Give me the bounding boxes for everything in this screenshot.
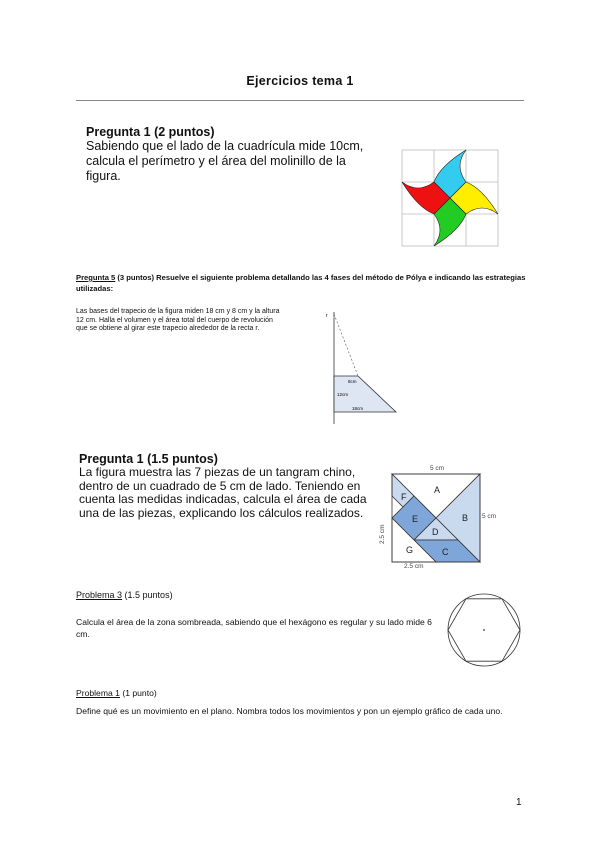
q1-heading: Pregunta 1 (2 puntos) bbox=[86, 125, 215, 139]
label-18cm: 18cm bbox=[352, 406, 364, 411]
q5-body: Las bases del trapecio de la figura miden 18 cm y 8 cm y la altura 12 cm. Halla el volumen y el área total del cuerpo de revolución que se obtiene al girar este trapecio alrededor de la recta r. bbox=[76, 308, 280, 333]
tangram-label-top: 5 cm bbox=[430, 465, 445, 472]
tangram-letter-D: D bbox=[432, 527, 439, 537]
tangram-letter-E: E bbox=[412, 514, 419, 524]
q1-body: Sabiendo que el lado de la cuadrícula mide 10cm, calcula el perímetro y el área del molinillo de la figura. bbox=[86, 139, 364, 183]
dashed-extension bbox=[334, 314, 358, 376]
tangram-figure bbox=[368, 460, 508, 574]
label-8cm: 8cm bbox=[348, 379, 357, 384]
p3-label: Problema 3 bbox=[76, 590, 123, 600]
trapezoid-figure bbox=[318, 306, 408, 426]
p3-body: Calcula el área de la zona sombreada, sabiendo que el hexágono es regular y su lado mide 6 cm. bbox=[76, 617, 432, 639]
q5-label: Pregunta 5 bbox=[76, 273, 116, 282]
tangram-label-left: 2.5 cm bbox=[379, 524, 386, 544]
p1-label: Problema 1 bbox=[76, 688, 120, 698]
page-number: 1 bbox=[516, 797, 522, 808]
p1-heading bbox=[76, 688, 157, 698]
tangram-letter-G: G bbox=[406, 545, 414, 555]
windmill-figure bbox=[400, 148, 500, 250]
tangram-letter-B: B bbox=[462, 513, 469, 523]
label-r: r bbox=[326, 313, 328, 319]
label-12cm: 12cm bbox=[337, 392, 349, 397]
hexagon-figure bbox=[444, 590, 524, 670]
p1-points: (1 punto) bbox=[119, 688, 157, 698]
tangram-body: La figura muestra las 7 piezas de un tangram chino, dentro de un cuadrado de 5 cm de lado. Teniendo en cuenta las medidas indicadas, calcula el área de cada una de las piezas, explicando los cálculos realizados. bbox=[79, 465, 367, 520]
hexagon-center bbox=[483, 629, 485, 631]
tangram-letter-F: F bbox=[401, 492, 407, 502]
p1-body: Define qué es un movimiento en el plano. Nombra todos los movimientos y pon un ejemplo gráfico de cada uno. bbox=[76, 706, 503, 716]
title-divider bbox=[76, 100, 524, 101]
tangram-letter-A: A bbox=[434, 485, 441, 495]
q5-rest: (3 puntos) Resuelve el siguiente problema detallando las 4 fases del método de Pólya e indicando las estrategias utilizadas: bbox=[76, 273, 526, 293]
p3-points: (1.5 puntos) bbox=[122, 590, 173, 600]
p3-heading bbox=[76, 590, 173, 600]
tangram-label-right: 5 cm bbox=[482, 513, 497, 520]
tangram-letter-C: C bbox=[442, 547, 449, 557]
tangram-heading: Pregunta 1 (1.5 puntos) bbox=[79, 452, 218, 466]
page-title: Ejercicios tema 1 bbox=[246, 74, 354, 88]
q5-statement bbox=[76, 272, 526, 294]
tangram-label-bottom: 2.5 cm bbox=[404, 563, 424, 570]
